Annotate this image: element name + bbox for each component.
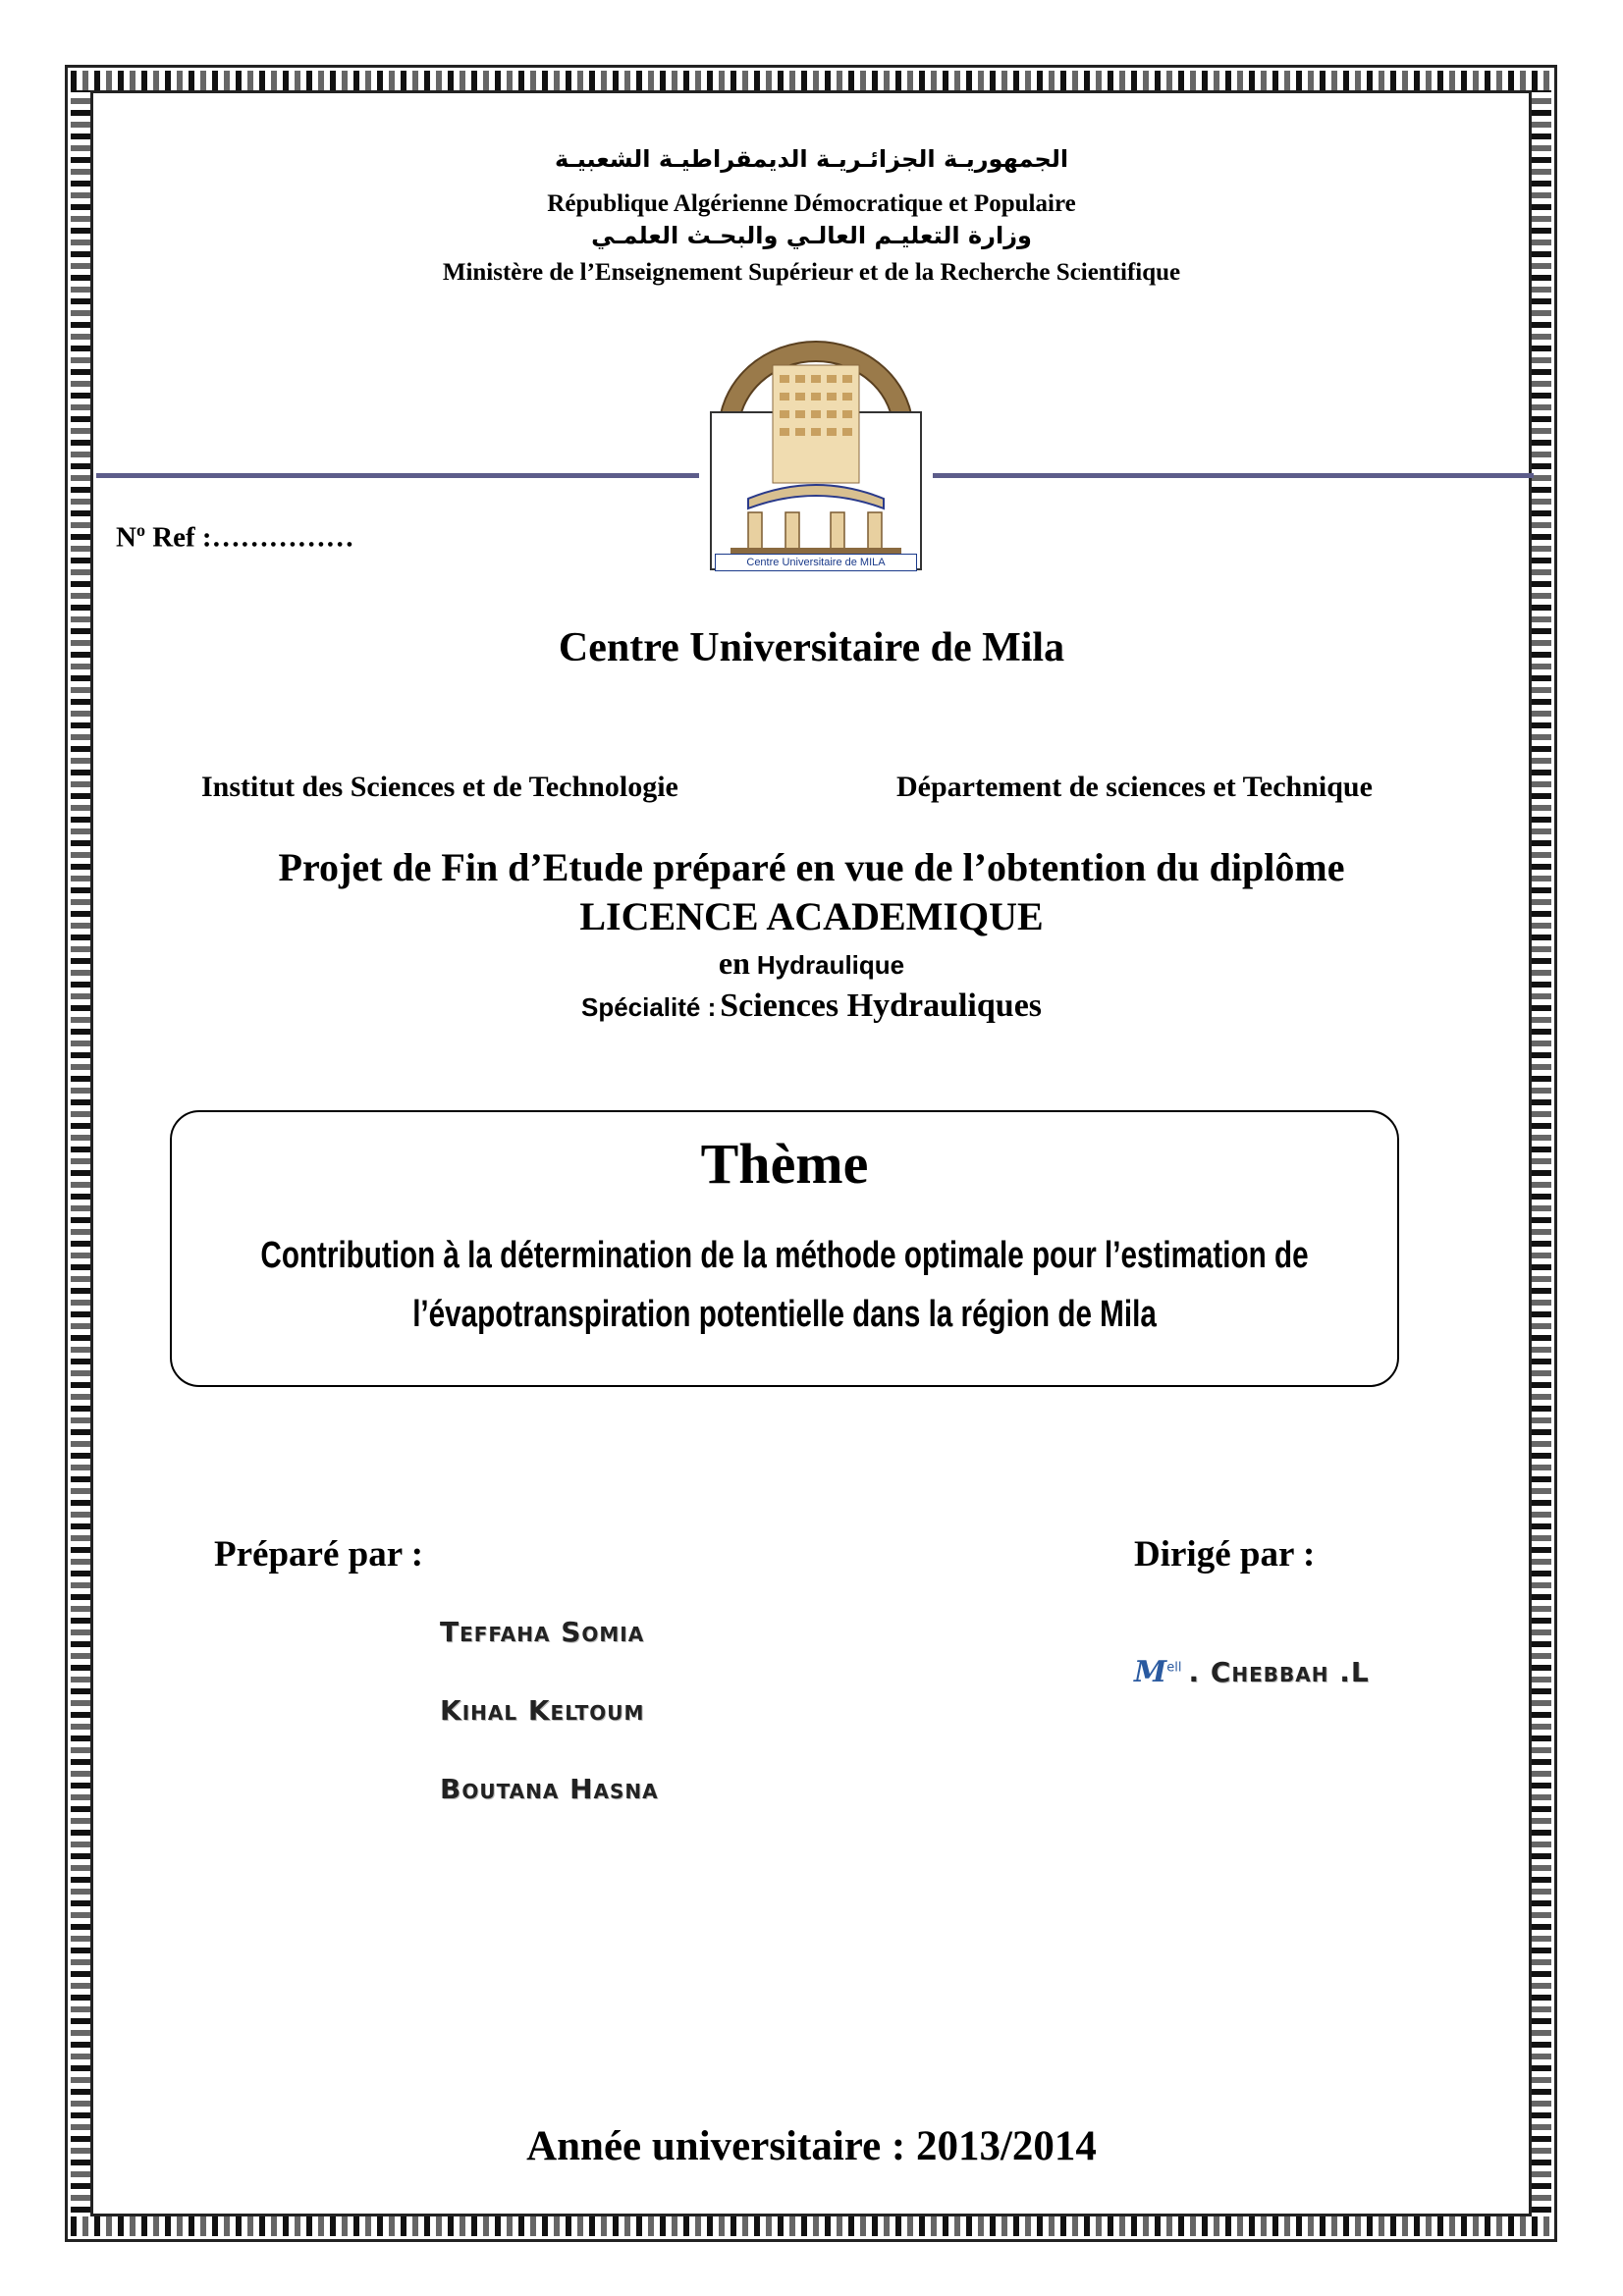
university-name: Centre Universitaire de Mila (558, 625, 1065, 670)
speciality-line (0, 988, 1623, 1025)
supervisor-title-sup: ell (1166, 1660, 1182, 1676)
ministry-heading: Ministère de l’Enseignement Supérieur et de la Recherche Scientifique (442, 259, 1181, 286)
header-rule-left (96, 473, 699, 478)
directed-by-label: Dirigé par : (1134, 1534, 1316, 1575)
theme-line-1-wrap (98, 1235, 1471, 1277)
student-name: Teffaha Somia (440, 1616, 645, 1648)
header-rule-right (933, 473, 1534, 478)
supervisor (1134, 1655, 1370, 1689)
arabic-ministry-heading: وزارة التعليـم العالـي والبحـث العلمـي (591, 222, 1032, 249)
ref-sup: o (135, 520, 145, 540)
institute-name: Institut des Sciences et de Technologie (201, 771, 678, 803)
speciality-label: Spécialité : (580, 992, 717, 1022)
field-value: Hydraulique (756, 950, 905, 980)
department-name: Département de sciences et Technique (896, 771, 1373, 803)
theme-line-1: Contribution à la détermination de la méthode optimale pour l’estimation de (260, 1235, 1309, 1276)
supervisor-title: M (1134, 1655, 1167, 1689)
supervisor-name: . Chebbah .L (1188, 1656, 1370, 1688)
academic-year: Année universitaire : 2013/2014 (526, 2123, 1097, 2169)
reference-number (116, 520, 354, 555)
theme-line-2-wrap (98, 1294, 1471, 1336)
diploma-name: LICENCE ACADEMIQUE (579, 894, 1044, 938)
prepared-by-label: Préparé par : (214, 1534, 424, 1575)
student-name: Boutana Hasna (440, 1773, 659, 1805)
theme-title: Thème (700, 1132, 869, 1196)
field-line (0, 945, 1623, 982)
theme-line-2: l’évapotranspiration potentielle dans la région de Mila (412, 1294, 1157, 1335)
student-name: Kihal Keltoum (440, 1694, 645, 1727)
ref-label: N (116, 521, 136, 554)
field-prefix: en (718, 945, 750, 981)
project-title: Projet de Fin d’Etude préparé en vue de l’obtention du diplôme (278, 845, 1345, 889)
arabic-republic-heading: الجمهوريـة الجزائـريـة الديمقراطيـة الشعبيـة (554, 145, 1069, 173)
logo-caption: Centre Universitaire de MILA (715, 554, 917, 571)
university-logo (709, 334, 923, 571)
ref-rest: Ref :…………… (144, 521, 354, 554)
speciality-value: Sciences Hydrauliques (720, 988, 1043, 1024)
republic-heading: République Algérienne Démocratique et Populaire (547, 190, 1076, 217)
university-logo-icon (709, 334, 923, 571)
